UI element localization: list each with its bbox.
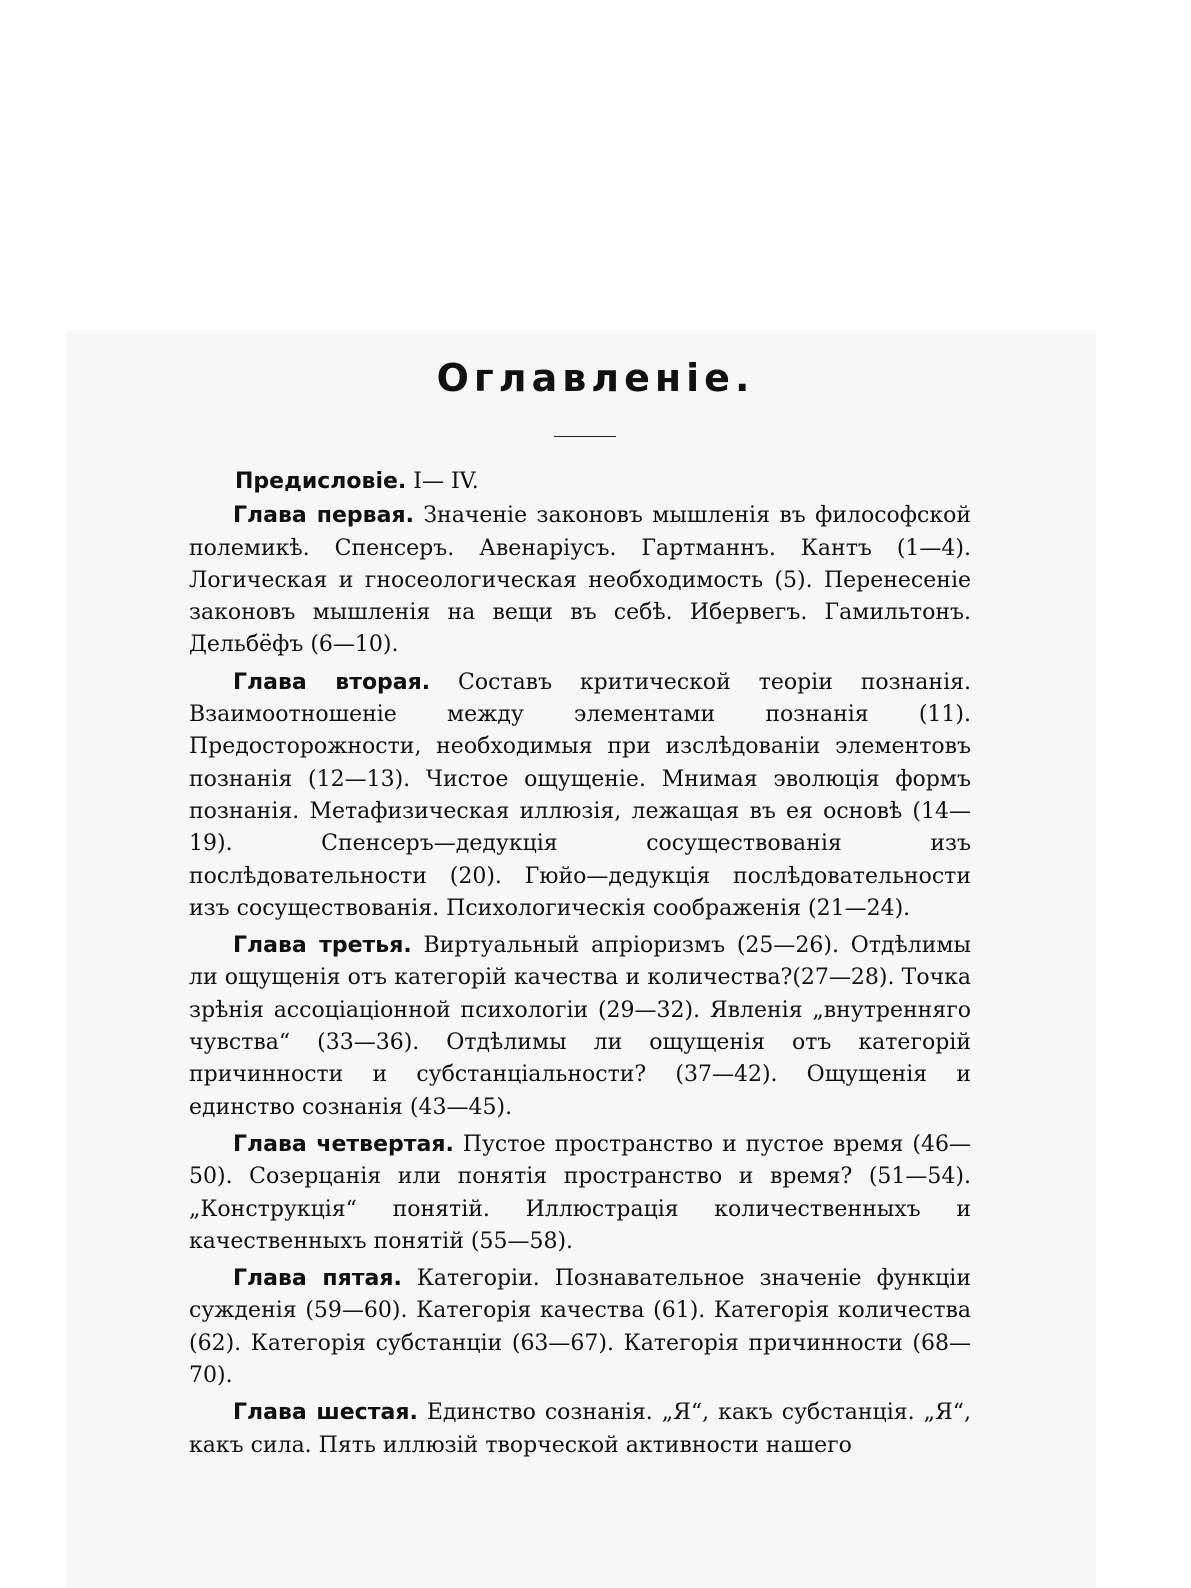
toc-entry-lead: Глава первая. <box>233 503 414 529</box>
toc-entry-lead: Глава пятая. <box>233 1266 402 1292</box>
toc-entry-chapter-5 <box>189 1263 971 1392</box>
toc-entry-text: Виртуальный апріоризмъ (25—26). Отдѣлимы ли ощущенія отъ категорій качества и количества?(27—28). Точка зрѣнія ассоціаціонной психологіи (29—32). Явленія „внутренняго чувства“ (33—36). Отдѣлимы ли ощущенія отъ категорій причинности и субстанціальности? (37—42). Ощущенія и единство сознанія (43—45). <box>189 933 971 1120</box>
toc-entry-text: Значеніе законовъ мышленія въ философской полемикѣ. Спенсеръ. Авенаріусъ. Гартманнъ. Кантъ (1—4). Логическая и гносеологическая необходимость (5). Перенесеніе законовъ мышленія на вещи въ себѣ. Ибервегъ. Гамильтонъ. Дельбёфъ (6—10). <box>189 503 972 658</box>
toc-entry-text: Пустое пространство и пустое время (46—50). Созерцанія или понятія пространство и время? (51—54). „Конструкція“ понятій. Иллюстрація количественныхъ и качественныхъ понятій (55—58). <box>189 1131 972 1254</box>
toc-entry-text: Составъ критической теоріи познанія. Взаимоотношеніе между элементами познанія (11). Предосторожности, необходимыя при изслѣдованіи элементовъ познанія (12—13). Чистое ощущеніе. Мнимая эволюція формъ познанія. Метафизическая иллюзія, лежащая въ ея основѣ (14—19). Спенсеръ—дедукція сосуществованія изъ послѣдовательности (20). Гюйо—дедукція послѣдовательности изъ сосуществованія. Психологическія соображенія (21—24). <box>189 669 971 921</box>
toc-entry-preface <box>189 466 971 498</box>
toc-entry-chapter-1 <box>189 500 971 661</box>
toc-entry-chapter-6 <box>189 1397 971 1462</box>
toc-entry-lead: Предисловіе. <box>235 469 407 494</box>
page-title: Оглавленіе. <box>436 356 755 400</box>
toc-entry-text: Категоріи. Познавательное значеніе функціи сужденія (59—60). Категорія качества (61). Категорія количества (62). Категорія субстанціи (63—67). Категорія причинности (68—70). <box>189 1266 971 1389</box>
toc-entry-lead: Глава шестая. <box>233 1400 418 1426</box>
toc-entry-lead: Глава четвертая. <box>233 1131 454 1157</box>
toc-entry-chapter-3 <box>189 930 971 1124</box>
toc-entry-text: Единство сознанія. „Я“, какъ субстанція. „Я“, какъ сила. Пять иллюзій творческой активности нашего <box>189 1400 971 1458</box>
toc-entry-text: I— IV. <box>413 469 479 494</box>
table-of-contents <box>189 466 971 1467</box>
toc-entry-lead: Глава вторая. <box>233 669 431 695</box>
title-divider <box>554 436 616 437</box>
toc-entry-lead: Глава третья. <box>233 933 412 959</box>
toc-entry-chapter-4 <box>189 1129 971 1258</box>
toc-entry-chapter-2 <box>189 667 971 925</box>
